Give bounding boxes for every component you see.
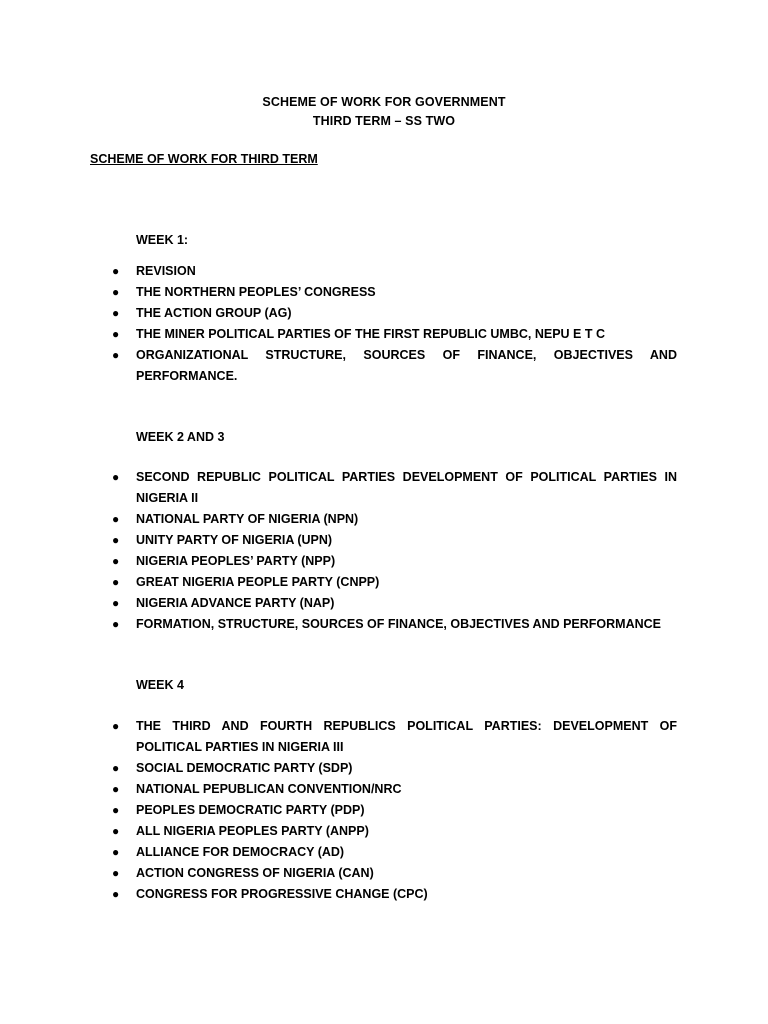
list-item: ● NATIONAL PARTY OF NIGERIA (NPN) xyxy=(0,509,768,530)
bullet-icon: ● xyxy=(112,348,120,362)
list-item: ● GREAT NIGERIA PEOPLE PARTY (CNPP) xyxy=(0,572,768,593)
bullet-icon: ● xyxy=(112,264,120,278)
bullet-icon: ● xyxy=(112,306,120,320)
bullet-icon: ● xyxy=(112,327,120,341)
list-item: ● CONGRESS FOR PROGRESSIVE CHANGE (CPC) xyxy=(0,884,768,905)
week-4-list xyxy=(0,716,768,905)
week-1-list xyxy=(0,261,768,387)
bullet-icon: ● xyxy=(112,803,120,817)
list-item: ● ACTION CONGRESS OF NIGERIA (CAN) xyxy=(0,863,768,884)
bullet-icon: ● xyxy=(112,596,120,610)
bullet-icon: ● xyxy=(112,470,120,484)
bullet-icon: ● xyxy=(112,782,120,796)
list-item: ● ALL NIGERIA PEOPLES PARTY (ANPP) xyxy=(0,821,768,842)
week-1-heading: WEEK 1: xyxy=(136,233,189,247)
section-heading: SCHEME OF WORK FOR THIRD TERM xyxy=(90,152,318,166)
bullet-icon: ● xyxy=(112,887,120,901)
document-title: SCHEME OF WORK FOR GOVERNMENT xyxy=(262,95,506,109)
bullet-icon: ● xyxy=(112,845,120,859)
bullet-icon: ● xyxy=(112,512,120,526)
list-item: ● ALLIANCE FOR DEMOCRACY (AD) xyxy=(0,842,768,863)
bullet-icon: ● xyxy=(112,824,120,838)
list-item: ● THE ACTION GROUP (AG) xyxy=(0,303,768,324)
list-item: ● THE MINER POLITICAL PARTIES OF THE FIRST REPUBLIC UMBC, NEPU E T C xyxy=(0,324,768,345)
bullet-icon: ● xyxy=(112,617,120,631)
week-2-3-heading: WEEK 2 AND 3 xyxy=(136,430,225,444)
list-item: ● NIGERIA PEOPLES’ PARTY (NPP) xyxy=(0,551,768,572)
list-item: ● SECOND REPUBLIC POLITICAL PARTIES DEVELOPMENT OF POLITICAL PARTIES IN NIGERIA II xyxy=(0,467,768,509)
bullet-icon: ● xyxy=(112,761,120,775)
list-item: ● NIGERIA ADVANCE PARTY (NAP) xyxy=(0,593,768,614)
list-item: ● ORGANIZATIONAL STRUCTURE, SOURCES OF FINANCE, OBJECTIVES AND PERFORMANCE. xyxy=(0,345,768,387)
bullet-icon: ● xyxy=(112,866,120,880)
list-item: ● NATIONAL PEPUBLICAN CONVENTION/NRC xyxy=(0,779,768,800)
list-item: ● SOCIAL DEMOCRATIC PARTY (SDP) xyxy=(0,758,768,779)
list-item: ● FORMATION, STRUCTURE, SOURCES OF FINANCE, OBJECTIVES AND PERFORMANCE xyxy=(0,614,768,635)
week-2-3-list xyxy=(0,467,768,635)
list-item: ● UNITY PARTY OF NIGERIA (UPN) xyxy=(0,530,768,551)
list-item: ● REVISION xyxy=(0,261,768,282)
list-item: ● THE NORTHERN PEOPLES’ CONGRESS xyxy=(0,282,768,303)
bullet-icon: ● xyxy=(112,719,120,733)
bullet-icon: ● xyxy=(112,285,120,299)
list-item: ● THE THIRD AND FOURTH REPUBLICS POLITICAL PARTIES: DEVELOPMENT OF POLITICAL PARTIES IN NIGERIA III xyxy=(0,716,768,758)
bullet-icon: ● xyxy=(112,575,120,589)
week-4-heading: WEEK 4 xyxy=(136,678,184,692)
list-item: ● PEOPLES DEMOCRATIC PARTY (PDP) xyxy=(0,800,768,821)
document-subtitle: THIRD TERM – SS TWO xyxy=(312,114,456,128)
bullet-icon: ● xyxy=(112,554,120,568)
bullet-icon: ● xyxy=(112,533,120,547)
